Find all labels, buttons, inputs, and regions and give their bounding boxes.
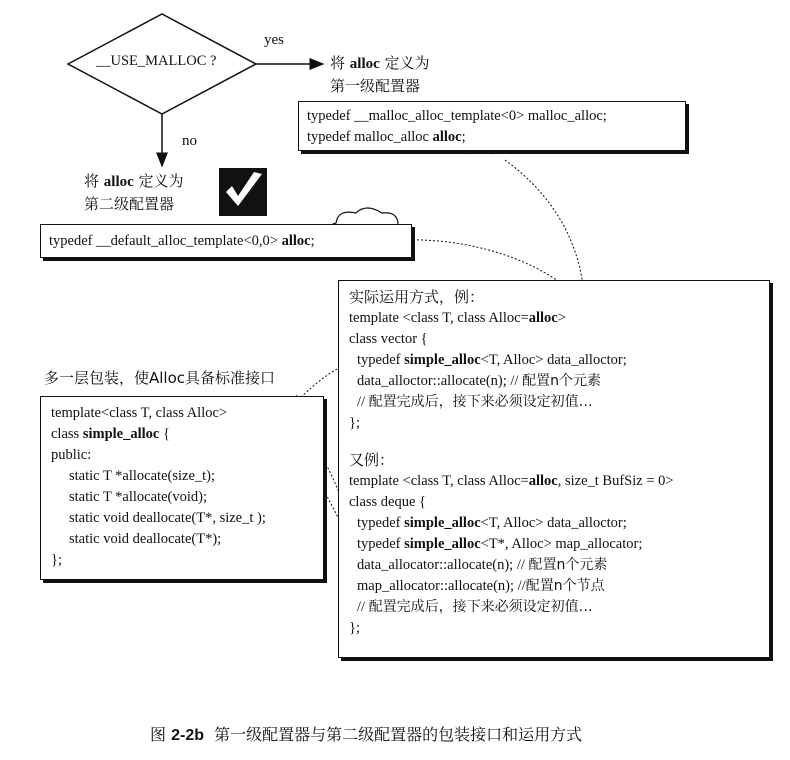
second-level-code-box [40, 224, 412, 258]
simple-alloc-line: public: [51, 447, 92, 463]
usage-line: map_allocator::allocate(n); //配置n个节点 [357, 578, 605, 594]
usage-line: class vector { [349, 331, 428, 347]
simple-alloc-box [40, 396, 324, 580]
usage-line: typedef simple_alloc<T, Alloc> data_alloctor; [357, 352, 627, 368]
usage-line: }; [349, 415, 360, 431]
first-level-line2: typedef malloc_alloc alloc; [307, 129, 466, 145]
usage-title: 实际运用方式，例： [349, 288, 485, 306]
usage-line: data_alloctor::allocate(n); // 配置n个元素 [357, 373, 601, 389]
first-level-code-box [298, 101, 686, 151]
decision-label: __USE_MALLOC ? [96, 53, 217, 69]
usage-title-2: 又例： [349, 451, 395, 469]
connector-first-to-usage [505, 160, 584, 294]
usage-line: template <class T, class Alloc=alloc> [349, 310, 566, 326]
second-level-heading: 将 alloc 定义为 第二级配置器 [84, 172, 184, 213]
usage-line: data_allocator::allocate(n); // 配置n个元素 [357, 557, 608, 573]
yes-label: yes [264, 32, 284, 48]
simple-alloc-line: static T *allocate(size_t); [69, 468, 216, 484]
simple-alloc-line: static void deallocate(T*); [69, 531, 222, 547]
figure-caption: 图 2-2b 第一级配置器与第二级配置器的包装接口和运用方式 [150, 725, 583, 744]
usage-line: // 配置完成后，接下来必须设定初值… [357, 599, 593, 615]
second-level-line: typedef __default_alloc_template<0,0> alloc; [49, 233, 315, 249]
simple-alloc-line: }; [51, 552, 62, 568]
first-level-heading: 将 alloc 定义为 第一级配置器 [330, 54, 430, 95]
usage-line: }; [349, 620, 360, 636]
no-label: no [182, 133, 197, 149]
first-level-line1: typedef __malloc_alloc_template<0> malloc_alloc; [307, 108, 607, 124]
simple-alloc-line: template<class T, class Alloc> [51, 405, 228, 421]
wrapper-note: 多一层包装，使Alloc具备标准接口 [44, 369, 276, 387]
usage-line: // 配置完成后，接下来必须设定初值… [357, 394, 593, 410]
usage-line: typedef simple_alloc<T, Alloc> data_alloctor; [357, 515, 627, 531]
simple-alloc-line: class simple_alloc { [51, 426, 170, 442]
usage-line: typedef simple_alloc<T*, Alloc> map_allocator; [357, 536, 643, 552]
usage-box [338, 280, 770, 658]
checkmark-icon [219, 168, 267, 216]
usage-line: class deque { [349, 494, 427, 510]
simple-alloc-line: static void deallocate(T*, size_t ); [69, 510, 266, 526]
usage-line: template <class T, class Alloc=alloc, size_t BufSiz = 0> [349, 473, 674, 489]
simple-alloc-line: static T *allocate(void); [69, 489, 207, 505]
